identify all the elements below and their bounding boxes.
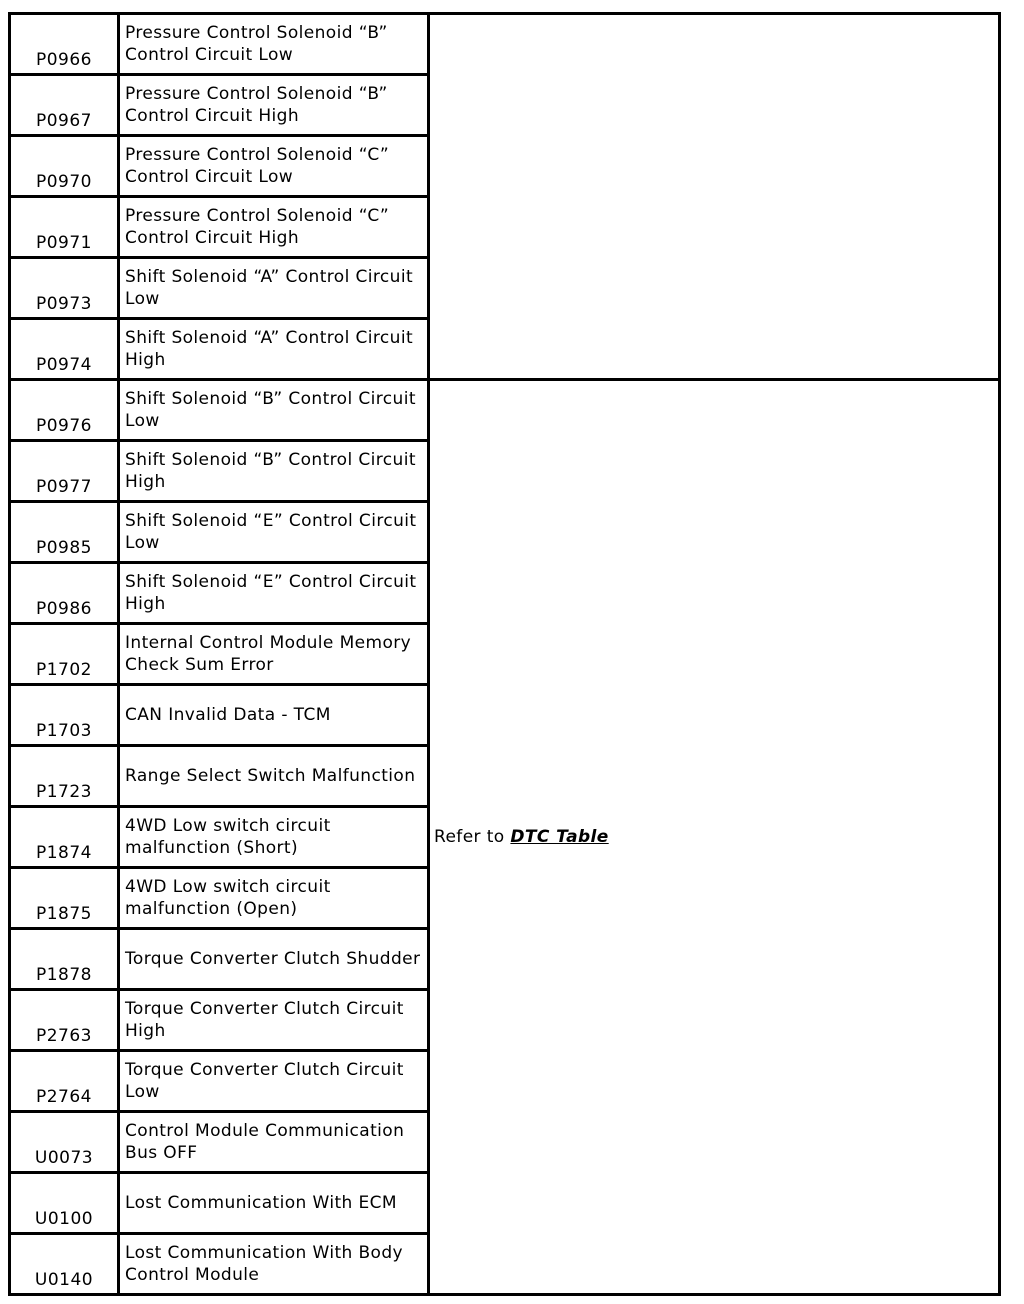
dtc-description: Shift Solenoid “B” Control Circuit High [119, 441, 429, 502]
reference-prefix: Refer to [434, 827, 511, 847]
dtc-description: Shift Solenoid “A” Control Circuit High [119, 319, 429, 380]
dtc-description: Pressure Control Solenoid “B” Control Circuit Low [119, 14, 429, 75]
dtc-description: Pressure Control Solenoid “C” Control Circuit Low [119, 136, 429, 197]
dtc-description: Control Module Communication Bus OFF [119, 1112, 429, 1173]
dtc-description: Shift Solenoid “E” Control Circuit Low [119, 502, 429, 563]
dtc-description: Torque Converter Clutch Circuit Low [119, 1051, 429, 1112]
dtc-description: Internal Control Module Memory Check Sum Error [119, 624, 429, 685]
dtc-description: Range Select Switch Malfunction [119, 746, 429, 807]
dtc-code: U0140 [10, 1234, 119, 1295]
dtc-code: P1878 [10, 929, 119, 990]
dtc-code: P0986 [10, 563, 119, 624]
dtc-code: P0970 [10, 136, 119, 197]
dtc-code: P2764 [10, 1051, 119, 1112]
dtc-description: CAN Invalid Data - TCM [119, 685, 429, 746]
table-row [10, 14, 1000, 75]
dtc-code: P1875 [10, 868, 119, 929]
dtc-code: P0967 [10, 75, 119, 136]
dtc-table-link[interactable]: DTC Table [510, 827, 609, 847]
dtc-description: Lost Communication With Body Control Module [119, 1234, 429, 1295]
dtc-description: Pressure Control Solenoid “B” Control Circuit High [119, 75, 429, 136]
dtc-code: P0971 [10, 197, 119, 258]
dtc-table [8, 12, 1001, 1296]
dtc-code: P0977 [10, 441, 119, 502]
dtc-code: P0973 [10, 258, 119, 319]
dtc-code: P0974 [10, 319, 119, 380]
dtc-code: P0976 [10, 380, 119, 441]
dtc-code: P0966 [10, 14, 119, 75]
dtc-description: Shift Solenoid “A” Control Circuit Low [119, 258, 429, 319]
dtc-code: P0985 [10, 502, 119, 563]
dtc-code: P1723 [10, 746, 119, 807]
dtc-description: Lost Communication With ECM [119, 1173, 429, 1234]
dtc-code: P2763 [10, 990, 119, 1051]
dtc-description: Shift Solenoid “E” Control Circuit High [119, 563, 429, 624]
dtc-description: 4WD Low switch circuit malfunction (Short) [119, 807, 429, 868]
dtc-code: U0073 [10, 1112, 119, 1173]
dtc-description: Shift Solenoid “B” Control Circuit Low [119, 380, 429, 441]
reference-cell-blank [429, 14, 1000, 380]
dtc-code: U0100 [10, 1173, 119, 1234]
reference-cell [429, 380, 1000, 1295]
dtc-code: P1702 [10, 624, 119, 685]
dtc-code: P1703 [10, 685, 119, 746]
dtc-code: P1874 [10, 807, 119, 868]
table-row [10, 380, 1000, 441]
dtc-description: Pressure Control Solenoid “C” Control Circuit High [119, 197, 429, 258]
dtc-description: Torque Converter Clutch Circuit High [119, 990, 429, 1051]
dtc-description: Torque Converter Clutch Shudder [119, 929, 429, 990]
dtc-description: 4WD Low switch circuit malfunction (Open) [119, 868, 429, 929]
